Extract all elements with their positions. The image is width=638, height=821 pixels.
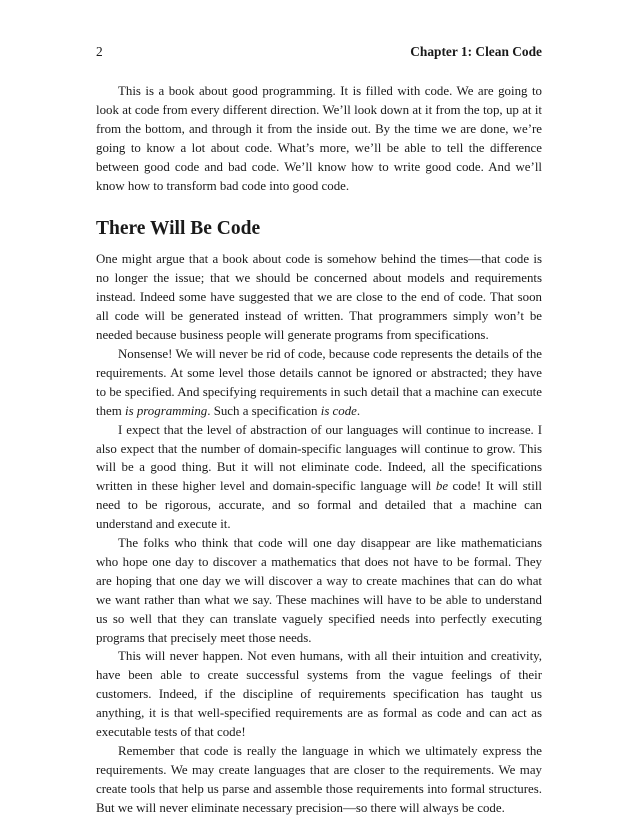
paragraph-1: One might argue that a book about code is somehow behind the times—that code is no longer the issue; that we should be concerned about models and requirements instead. Indeed some have suggested that we are close to the end of code. That soon all code will be generated instead of written. That programmers simply won’t be needed because business people will generate programs from specifications. xyxy=(96,252,542,343)
paragraph-6: Remember that code is really the language in which we ultimately express the requirements. We may create languages that are closer to the requirements. We may create tools that help us parse and assemble those requirements into formal structures. But we will never eliminate necessary precision—so there will always be code. xyxy=(96,744,542,815)
paragraph-3 xyxy=(96,421,542,534)
paragraph-3-text-a: I expect that the level of abstraction of our languages will continue to increase. I also expect that the number of domain-specific languages will continue to grow. This will be a good thing. But it will not eliminate code. Indeed, all the specifications written in these higher level and domain-specific language will xyxy=(96,422,542,494)
chapter-title: Chapter 1: Clean Code xyxy=(410,44,542,59)
intro-paragraph: This is a book about good programming. It is filled with code. We are going to look at code from every different direction. We’ll look down at it from the top, up at it from the bottom, and through it from the inside out. By the time we are done, we’re going to know a lot about code. What’s more, we’ll be able to tell the difference between good code and bad code. We’ll know how to write good code. And we’ll know how to transform bad code into good code. xyxy=(96,84,542,193)
paragraph-2-text-b: . Such a specification xyxy=(207,403,321,418)
section-heading: There Will Be Code xyxy=(96,218,261,240)
paragraph-2-text-c: . xyxy=(356,403,361,418)
paragraph-3-text-b: code! It will still need to be rigorous, accurate, and so formal and detailed that a machine can understand and execute it. xyxy=(96,479,542,532)
body-text xyxy=(96,82,542,818)
paragraph-2-emphasis-1: is programming xyxy=(125,403,208,418)
paragraph-2 xyxy=(96,345,542,421)
paragraph-2-emphasis-2: is code xyxy=(320,403,357,418)
paragraph-3-emphasis: be xyxy=(435,479,449,494)
page-number: 2 xyxy=(96,44,103,59)
paragraph-5: This will never happen. Not even humans, with all their intuition and creativity, have been able to create successful systems from the vague feelings of their customers. Indeed, if the discipline of requirements specification has taught us anything, it is that well-specified requirements are as formal as code and can act as executable tests of that code! xyxy=(96,649,542,740)
running-head xyxy=(96,44,542,60)
paragraph-4: The folks who think that code will one day disappear are like mathematicians who hope one day to discover a mathematics that does not have to be formal. They are hoping that one day we will discover a way to create machines that can do what we want rather than what we say. These machines will have to be able to understand us so well that they can translate vaguely specified needs into perfectly executing programs that precisely meet those needs. xyxy=(96,536,542,645)
paragraph-2-text-a: Nonsense! We will never be rid of code, because code represents the details of the requirements. At some level those details cannot be ignored or abstracted; they have to be specified. And specifying requirements in such detail that a machine can execute them xyxy=(96,346,542,418)
